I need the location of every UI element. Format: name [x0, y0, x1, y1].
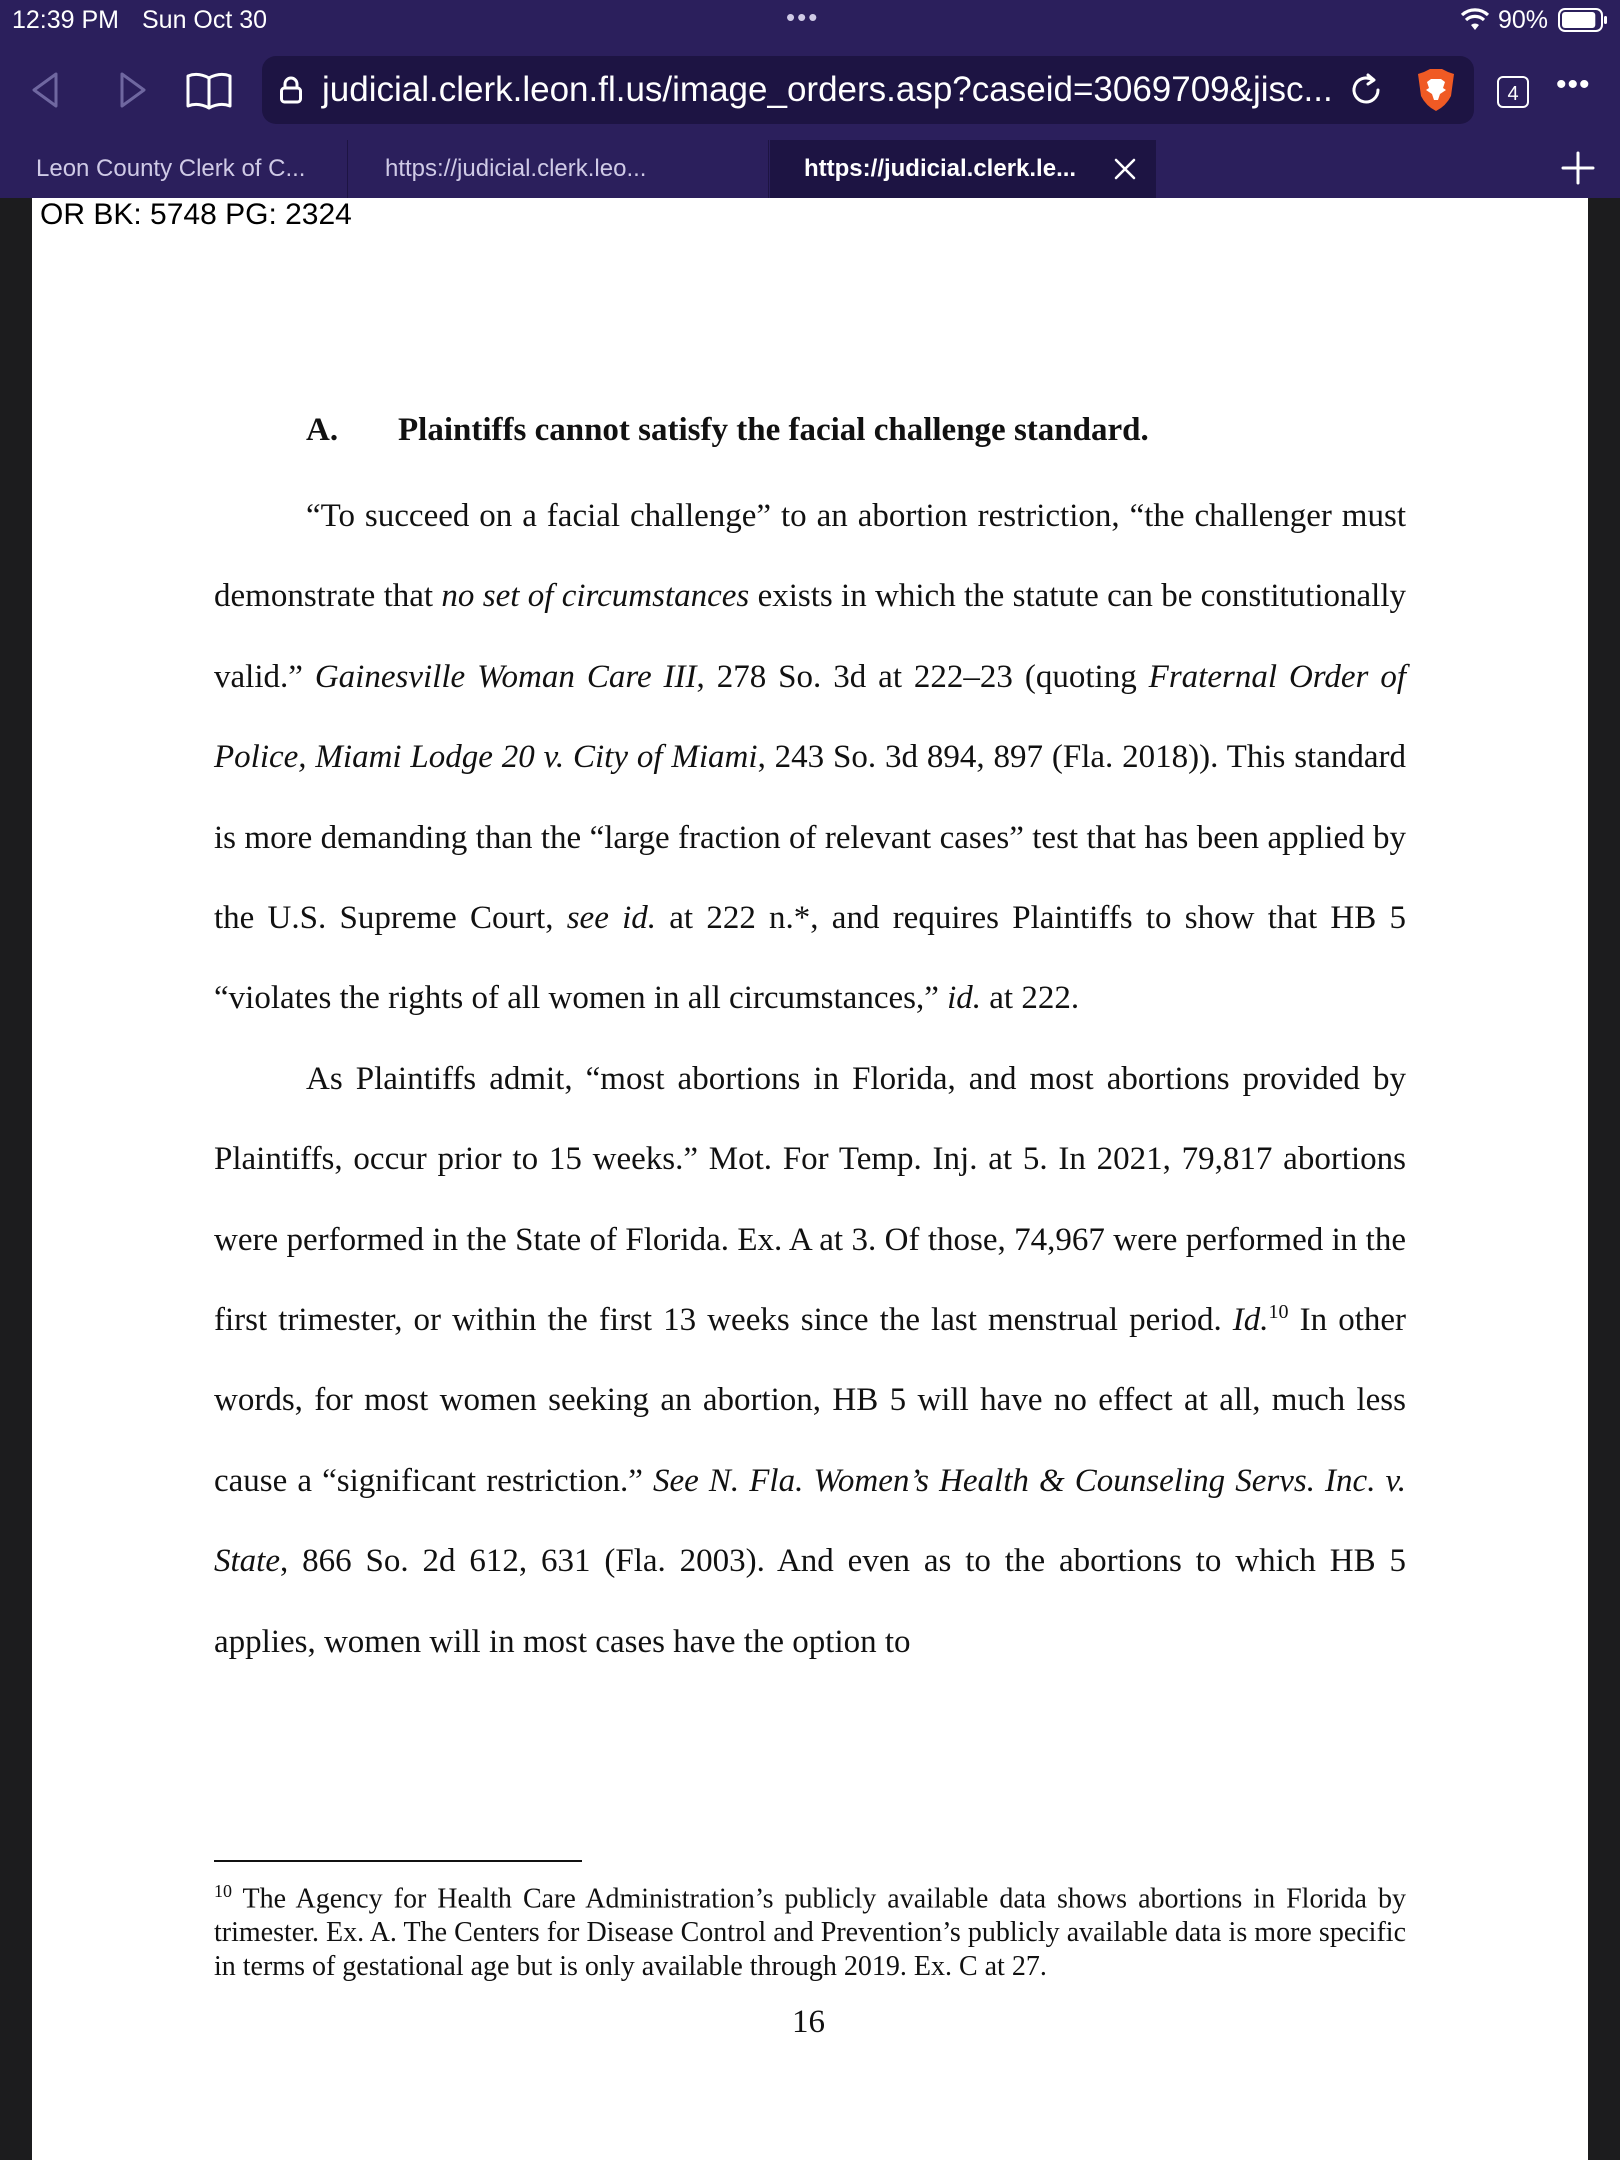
tab-judicial-clerk-1[interactable]	[349, 140, 769, 198]
status-bar	[0, 0, 1620, 40]
reload-icon[interactable]	[1348, 72, 1384, 108]
footnote-separator	[214, 1860, 582, 1862]
new-tab-icon[interactable]	[1560, 150, 1596, 186]
multitasking-dots[interactable]: •••	[786, 2, 820, 32]
citation: Id.	[1232, 1302, 1269, 1339]
body-text	[214, 476, 1406, 1682]
citation: Gainesville Woman Care III	[314, 658, 697, 695]
status-time: 12:39 PM	[12, 6, 120, 34]
address-bar[interactable]	[262, 56, 1474, 124]
battery-percent: 90%	[1498, 6, 1549, 34]
wifi-icon	[1460, 6, 1490, 32]
tab-label: Leon County Clerk of C...	[36, 155, 306, 182]
tab-label: https://judicial.clerk.leo...	[385, 155, 647, 182]
page-number: 16	[792, 2004, 825, 2040]
text-run: , 278 So. 3d at 222–23 (quoting	[696, 658, 1149, 695]
bookmarks-icon[interactable]	[184, 70, 234, 110]
tab-judicial-clerk-active[interactable]	[770, 140, 1156, 198]
footnote	[214, 1874, 1406, 1984]
forward-icon[interactable]	[114, 70, 150, 110]
text-run: exists in which the statute can be constitutionally valid.”	[214, 578, 1406, 695]
footnote-text: The Agency for Health Care Administration’s publicly available data shows abortions in Florida by trimester. Ex. A. The Centers for Disease Control and Prevention’s publicly available data is more specific in terms of gestational age but is only available through 2019. Ex. C at 27.	[214, 1883, 1406, 1983]
close-tab-icon[interactable]	[1114, 158, 1136, 180]
text-run: “To succeed on a facial challenge” to an abortion restriction, “the challenger must demonstrate that	[214, 498, 1406, 615]
text-run: at 222 n.*, and requires Plaintiffs to show that HB 5 “violates the rights of all women in all circumstances,”	[214, 900, 1407, 1017]
section-heading	[306, 412, 1149, 449]
battery-icon	[1558, 8, 1608, 32]
tab-label: https://judicial.clerk.le...	[804, 155, 1077, 182]
citation: See N. Fla. Women’s Health & Counseling Servs. Inc. v. State	[214, 1462, 1407, 1580]
footnote-number: 10	[214, 1881, 232, 1901]
tab-count-button[interactable]: 4	[1497, 76, 1529, 108]
heading-number: A.	[306, 412, 339, 448]
more-icon[interactable]: •••	[1556, 68, 1591, 101]
text-run: , 866 So. 2d 612, 631 (Fla. 2003). And even as to the abortions to which HB 5 applies, women will in most cases have the option to	[214, 1543, 1406, 1660]
tab-leon-county-clerk[interactable]	[0, 140, 348, 198]
tab-bar	[0, 140, 1620, 198]
status-date: Sun Oct 30	[142, 6, 268, 34]
record-stamp: OR BK: 5748 PG: 2324	[40, 198, 352, 231]
citation: Fraternal Order of Police, Miami Lodge 20 v. City of Miami	[214, 658, 1407, 776]
url-text[interactable]: judicial.clerk.leon.fl.us/image_orders.asp?caseid=3069709&jisc...	[322, 70, 1333, 109]
paragraph-1	[214, 476, 1406, 1039]
text-run: at 222.	[981, 980, 1080, 1017]
footnote-ref: 10	[1268, 1301, 1289, 1324]
heading-text: Plaintiffs cannot satisfy the facial challenge standard.	[398, 412, 1149, 448]
citation: see id.	[566, 900, 657, 937]
text-run: In other words, for most women seeking an abortion, HB 5 will have no effect at all, much less cause a “significant restriction.”	[214, 1302, 1406, 1499]
text-run: , 243 So. 3d 894, 897 (Fla. 2018)). This standard is more demanding than the “large fraction of relevant cases” test that has been applied by the U.S. Supreme Court,	[214, 739, 1406, 937]
document-page[interactable]	[32, 198, 1588, 2160]
back-icon[interactable]	[28, 70, 64, 110]
italic-run: no set of circumstances	[441, 578, 750, 615]
brave-shield-icon[interactable]	[1416, 68, 1456, 112]
citation: id.	[947, 980, 982, 1017]
paragraph-2	[214, 1039, 1406, 1682]
lock-icon	[280, 76, 302, 104]
browser-toolbar	[0, 40, 1620, 140]
text-run: As Plaintiffs admit, “most abortions in Florida, and most abortions provided by Plaintiffs, occur prior to 15 weeks.” Mot. For Temp. Inj. at 5. In 2021, 79,817 abortions were performed in the State of Florida. Ex. A at 3. Of those, 74,967 were performed in the first trimester, or within the first 13 weeks since the last menstrual period.	[214, 1060, 1406, 1339]
